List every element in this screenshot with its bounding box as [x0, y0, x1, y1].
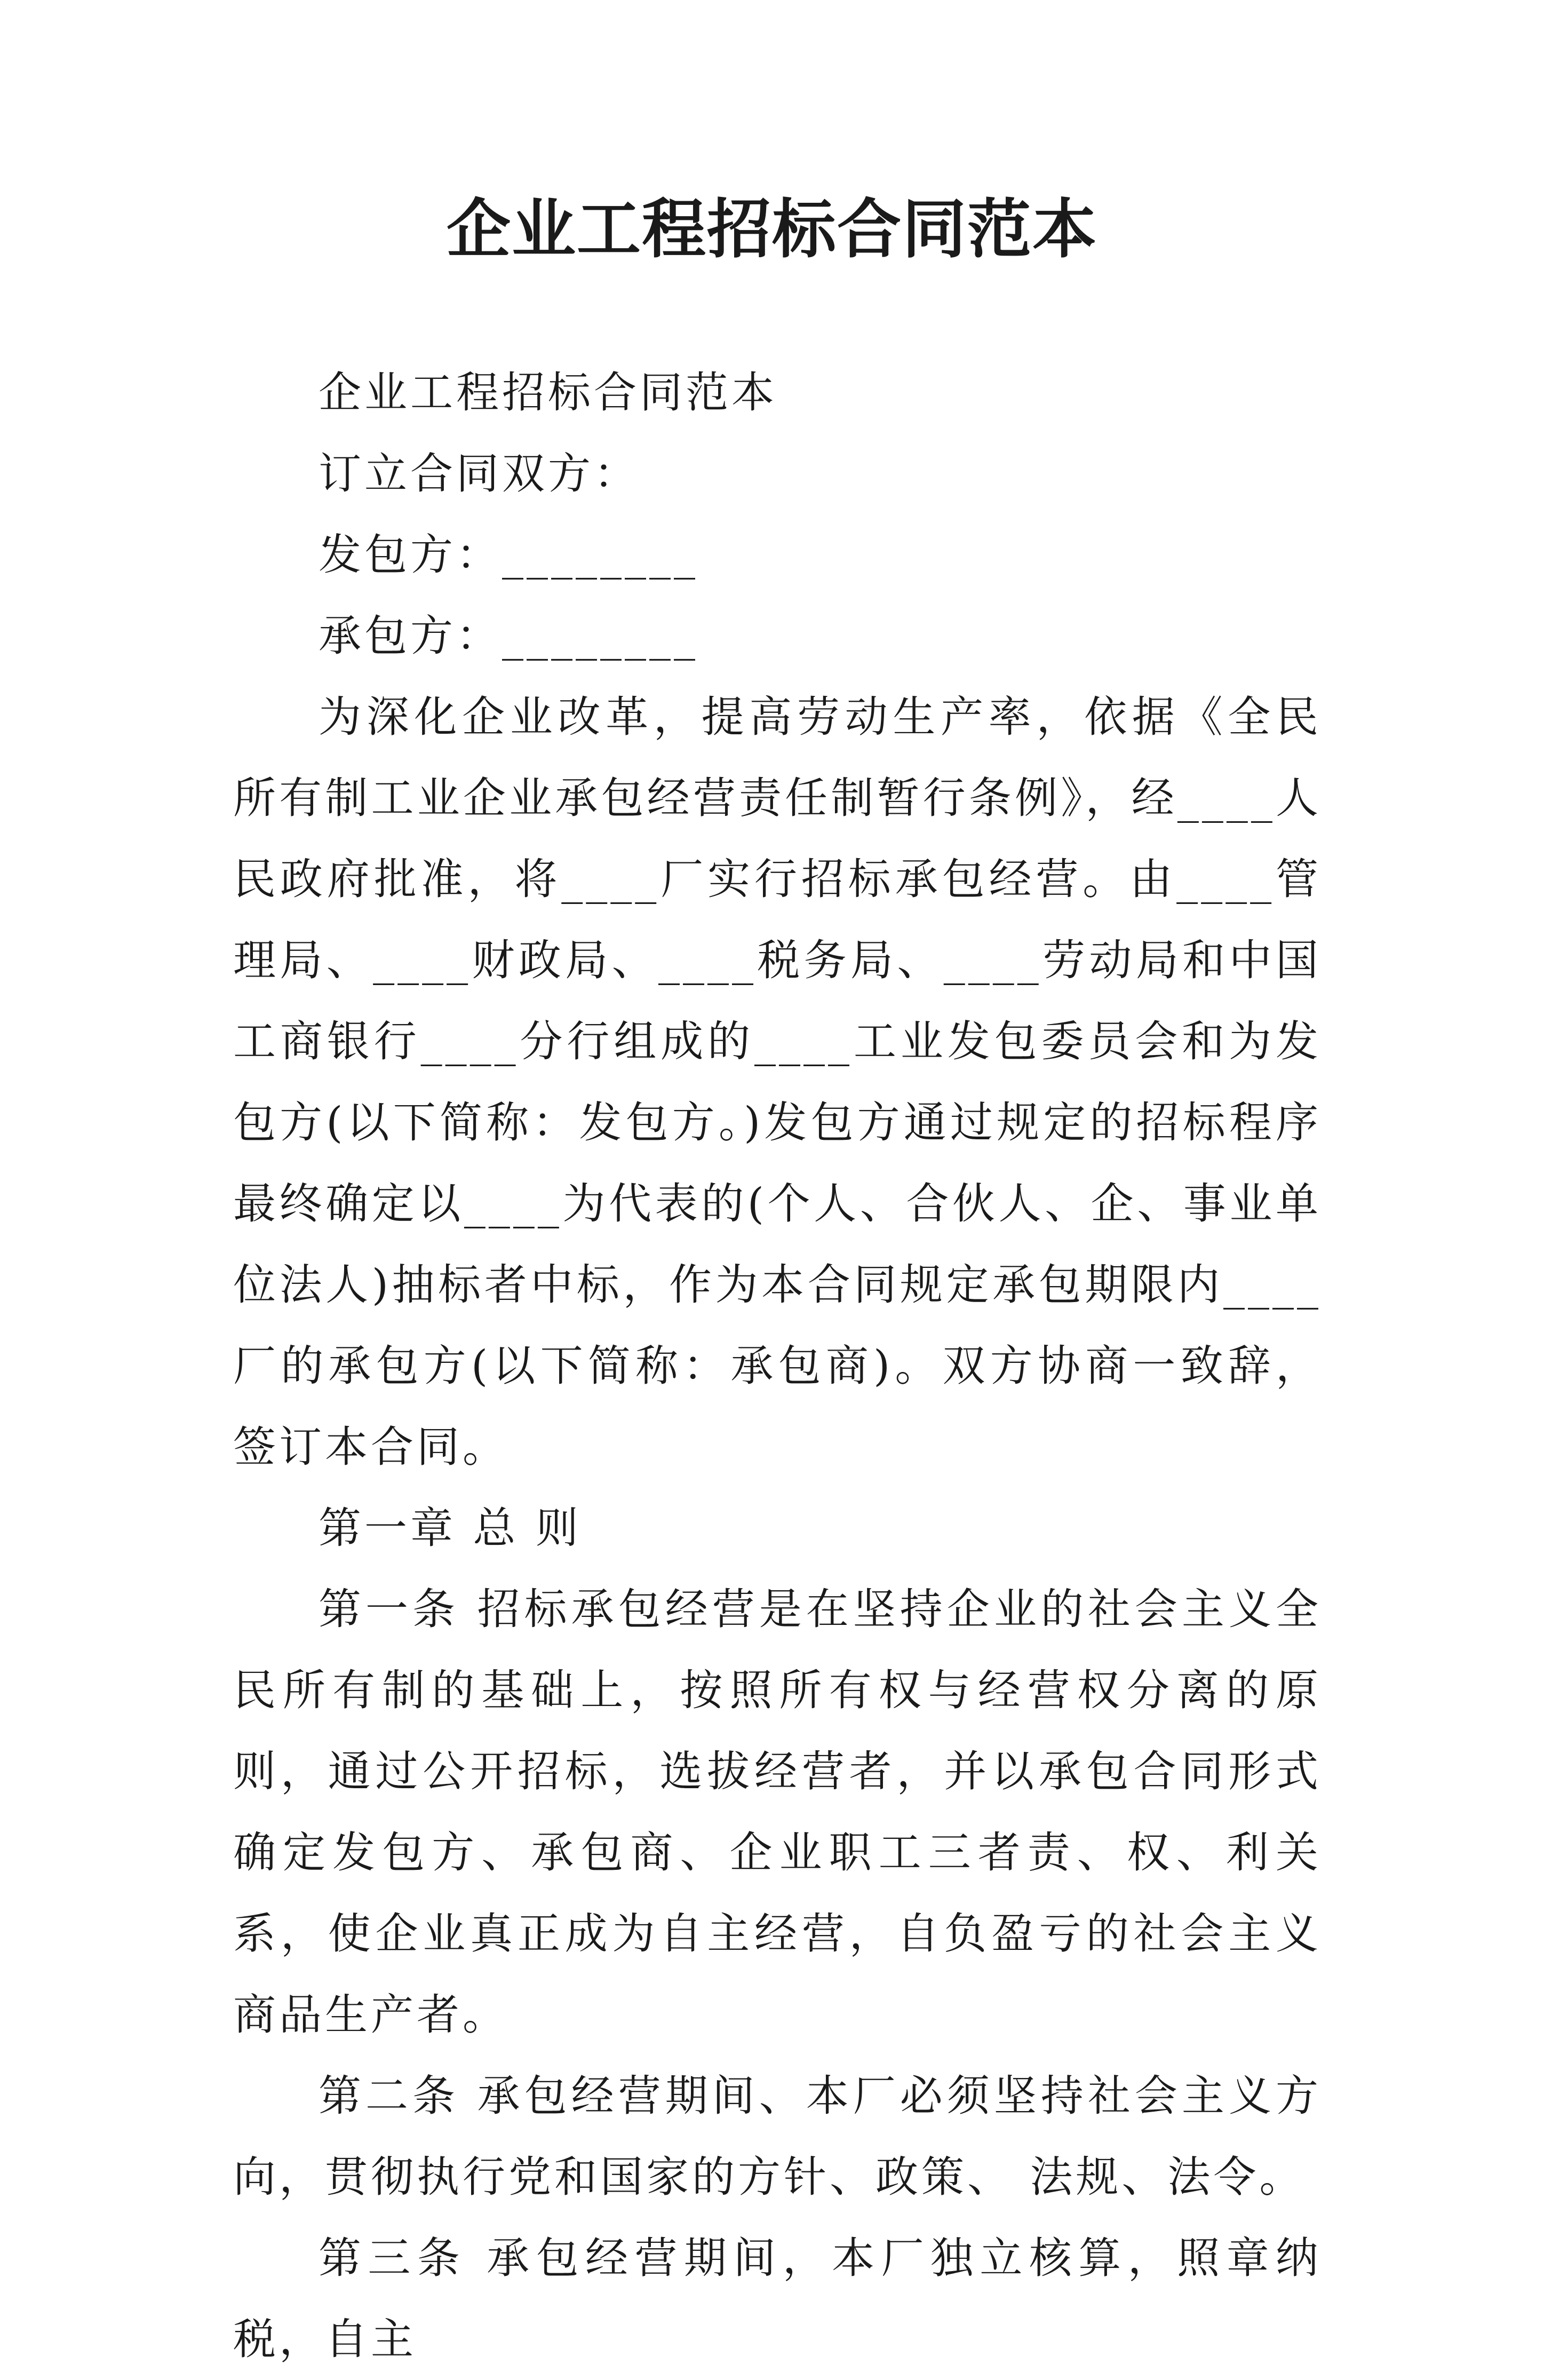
chapter-heading: 第一章 总 则: [319, 1503, 582, 1553]
paragraph-preamble: 为深化企业改革，提高劳动生产率，依据《全民所有制工业企业承包经营责任制暂行条例》，经____人民政府批准，将____厂实行招标承包经营。由____管理局、____财政局、____税务局、____劳动局和中国工商银行____分行组成的____工业发包委员会和为发包方(以下简称：发包方。)发包方通过规定的招标程序最终确定以____为代表的(个人、合伙人、企、事业单位法人)抽标者中标，作为本合同规定承包期限内____厂的承包方(以下简称：承包商)。双方协商一致辞，签订本合同。: [233, 692, 1322, 1472]
document-title: 企业工程招标合同范本: [447, 192, 1097, 267]
paragraph-contractor: 承包方：________: [319, 611, 698, 661]
paragraph-subtitle: 企业工程招标合同范本: [319, 368, 777, 417]
document-body: [233, 352, 1322, 2380]
article-3: 第三条 承包经营期间，本厂独立核算，照章纳税，自主: [233, 2233, 1322, 2364]
paragraph-employer: 发包方：________: [319, 530, 698, 580]
article-1: 第一条 招标承包经营是在坚持企业的社会主义全民所有制的基础上，按照所有权与经营权分离的原则，通过公开招标，选拔经营者，并以承包合同形式确定发包方、承包商、企业职工三者责、权、利关系，使企业真正成为自主经营，自负盈亏的社会主义商品生产者。: [233, 1584, 1322, 2040]
article-2: 第二条 承包经营期间、本厂必须坚持社会主义方向，贯彻执行党和国家的方针、政策、 法规、法令。: [233, 2071, 1322, 2202]
paragraph-parties-intro: 订立合同双方：: [319, 449, 640, 498]
